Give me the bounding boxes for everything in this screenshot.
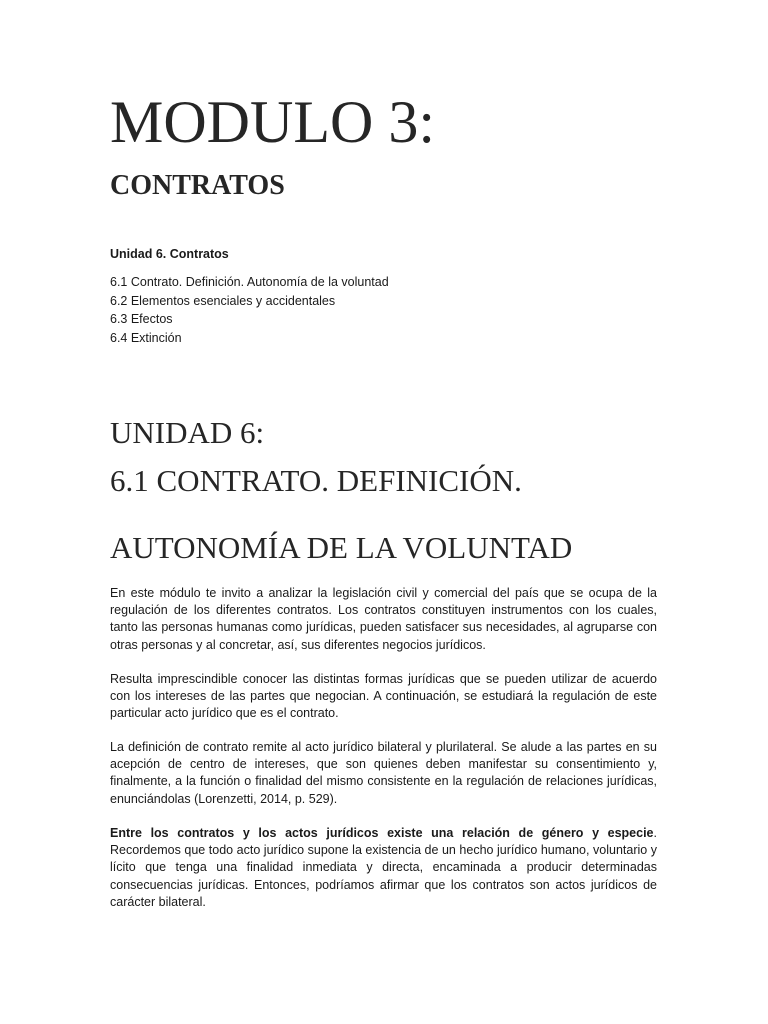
paragraph-forms: Resulta imprescindible conocer las distintas formas jurídicas que se pueden utilizar de acuerdo con los intereses de las partes que negocian. A continuación, se estudiará la regulación de este particular acto jurídico que es el contrato. — [110, 672, 657, 721]
toc-item: 6.3 Efectos — [110, 312, 173, 326]
paragraph-genre-species — [110, 825, 657, 911]
toc-heading: Unidad 6. Contratos — [110, 247, 229, 261]
toc-item: 6.4 Extinción — [110, 330, 182, 345]
toc-list — [110, 273, 389, 347]
toc-item: 6.2 Elementos esenciales y accidentales — [110, 293, 336, 308]
paragraph-rest: . Recordemos que todo acto jurídico supone la existencia de un hecho jurídico humano, voluntario y lícito que tenga una finalidad inmediata y directa, encaminada a producir determinadas consecuencias jurídicas. Entonces, podríamos afirmar que los contratos son actos jurídicos de carácter bilateral. — [110, 826, 657, 909]
paragraph-definition: La definición de contrato remite al acto jurídico bilateral y plurilateral. Se alude a las partes en su acepción de centro de intereses, que son quienes deben manifestar su consentimiento y, finalmente, a la función o finalidad del mismo consistente en la regulación de relaciones jurídicas, enunciándolas (Lorenzetti, 2014, p. 529). — [110, 740, 657, 806]
section-heading: 6.1 CONTRATO. DEFINICIÓN. — [110, 463, 522, 498]
paragraph-intro: En este módulo te invito a analizar la legislación civil y comercial del país que se ocupa de la regulación de los diferentes contratos. Los contratos constituyen instrumentos con los cuales, tanto las personas humanas como jurídicas, pueden satisfacer sus necesidades, al agruparse con otras personas y al concretar, así, sus diferentes negocios jurídicos. — [110, 586, 657, 652]
section-subheading: AUTONOMÍA DE LA VOLUNTAD — [110, 530, 573, 565]
unit-heading: UNIDAD 6: — [110, 415, 265, 450]
module-title: MODULO 3: — [110, 89, 435, 155]
module-subtitle: CONTRATOS — [110, 170, 285, 201]
paragraph-bold-lead: Entre los contratos y los actos jurídicos existe una relación de género y especie — [110, 826, 654, 840]
toc-item: 6.1 Contrato. Definición. Autonomía de la voluntad — [110, 275, 389, 289]
